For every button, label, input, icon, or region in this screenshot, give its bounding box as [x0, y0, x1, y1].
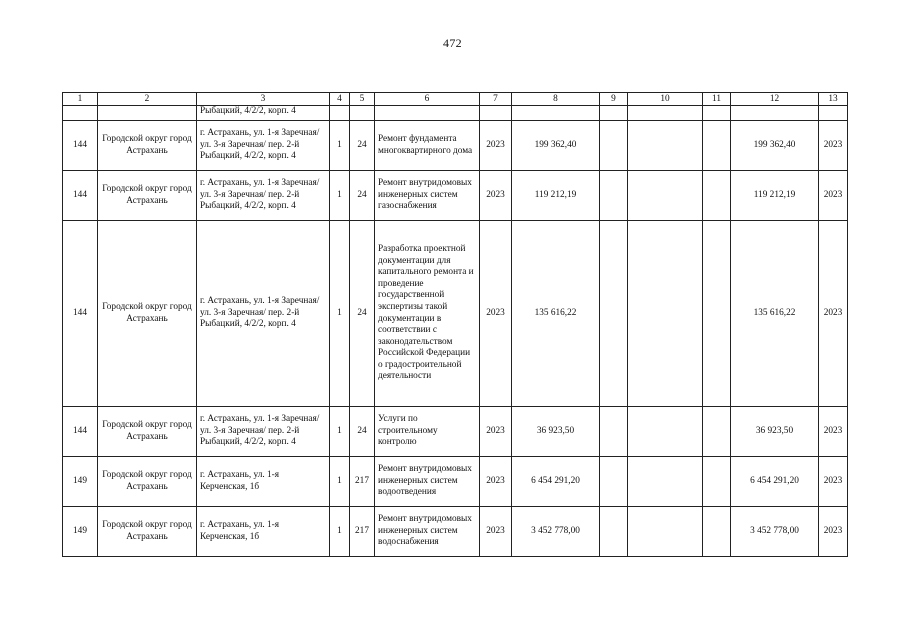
col5-cell: 217 [350, 507, 375, 557]
table-row [63, 221, 848, 407]
header-cell: 6 [375, 93, 480, 106]
col12-cell: 36 923,50 [731, 407, 819, 457]
row-number-cell: 149 [63, 457, 98, 507]
header-cell: 2 [98, 93, 197, 106]
header-cell: 13 [819, 93, 848, 106]
col13-cell: 2023 [819, 507, 848, 557]
page-number: 472 [443, 36, 462, 50]
total-cost-cell: 36 923,50 [512, 407, 600, 457]
col11-cell [703, 457, 731, 507]
col5-cell: 24 [350, 171, 375, 221]
total-cost-cell: 6 454 291,20 [512, 457, 600, 507]
cell [628, 106, 703, 121]
row-number-cell: 144 [63, 121, 98, 171]
col11-cell [703, 407, 731, 457]
municipality-cell: Городской округ город Астрахань [98, 171, 197, 221]
table-row [63, 507, 848, 557]
header-row [63, 93, 848, 106]
cell [819, 106, 848, 121]
col11-cell [703, 221, 731, 407]
col12-cell: 3 452 778,00 [731, 507, 819, 557]
address-cell: г. Астрахань, ул. 1-я Керченская, 1б [197, 457, 330, 507]
address-cell: г. Астрахань, ул. 1-я Заречная/ ул. 3-я Заречная/ пер. 2-й Рыбацкий, 4/2/2, корп. 4 [197, 171, 330, 221]
cell [63, 106, 98, 121]
col12-cell: 199 362,40 [731, 121, 819, 171]
year-cell: 2023 [480, 457, 512, 507]
municipality-cell: Городской округ город Астрахань [98, 221, 197, 407]
header-cell: 7 [480, 93, 512, 106]
total-cost-cell: 135 616,22 [512, 221, 600, 407]
col4-cell: 1 [330, 407, 350, 457]
cell [98, 106, 197, 121]
col11-cell [703, 121, 731, 171]
header-cell: 1 [63, 93, 98, 106]
col13-cell: 2023 [819, 221, 848, 407]
col9-cell [600, 221, 628, 407]
col13-cell: 2023 [819, 171, 848, 221]
municipality-cell: Городской округ город Астрахань [98, 457, 197, 507]
year-cell: 2023 [480, 171, 512, 221]
total-cost-cell: 199 362,40 [512, 121, 600, 171]
cell [600, 106, 628, 121]
year-cell: 2023 [480, 507, 512, 557]
address-cell: Рыбацкий, 4/2/2, корп. 4 [197, 106, 330, 121]
total-cost-cell: 3 452 778,00 [512, 507, 600, 557]
table-row [63, 407, 848, 457]
row-number-cell: 149 [63, 507, 98, 557]
col4-cell: 1 [330, 121, 350, 171]
header-cell: 8 [512, 93, 600, 106]
municipality-cell: Городской округ город Астрахань [98, 407, 197, 457]
col10-cell [628, 171, 703, 221]
col9-cell [600, 171, 628, 221]
continuation-row [63, 106, 848, 121]
table-row [63, 171, 848, 221]
col13-cell: 2023 [819, 457, 848, 507]
col10-cell [628, 221, 703, 407]
col11-cell [703, 507, 731, 557]
cell [512, 106, 600, 121]
header-cell: 11 [703, 93, 731, 106]
header-cell: 3 [197, 93, 330, 106]
cell [350, 106, 375, 121]
col4-cell: 1 [330, 221, 350, 407]
work-type-cell: Ремонт внутридомовых инженерных систем водоотведения [375, 457, 480, 507]
col13-cell: 2023 [819, 121, 848, 171]
row-number-cell: 144 [63, 171, 98, 221]
col4-cell: 1 [330, 457, 350, 507]
work-type-cell: Ремонт фундамента многоквартирного дома [375, 121, 480, 171]
address-cell: г. Астрахань, ул. 1-я Заречная/ ул. 3-я Заречная/ пер. 2-й Рыбацкий, 4/2/2, корп. 4 [197, 121, 330, 171]
work-type-cell: Разработка проектной документации для капитального ремонта и проведение государственной экспертизы такой документации в соответствии с законодательством Российской Федерации о градостроительной деятельности [375, 221, 480, 407]
header-cell: 5 [350, 93, 375, 106]
col10-cell [628, 121, 703, 171]
cell [703, 106, 731, 121]
col5-cell: 24 [350, 121, 375, 171]
municipality-cell: Городской округ город Астрахань [98, 507, 197, 557]
col9-cell [600, 407, 628, 457]
col13-cell: 2023 [819, 407, 848, 457]
address-cell: г. Астрахань, ул. 1-я Заречная/ ул. 3-я Заречная/ пер. 2-й Рыбацкий, 4/2/2, корп. 4 [197, 221, 330, 407]
col4-cell: 1 [330, 171, 350, 221]
header-cell: 9 [600, 93, 628, 106]
municipality-cell: Городской округ город Астрахань [98, 121, 197, 171]
table-row [63, 457, 848, 507]
work-type-cell: Ремонт внутридомовых инженерных систем водоснабжения [375, 507, 480, 557]
cell [731, 106, 819, 121]
col12-cell: 6 454 291,20 [731, 457, 819, 507]
cell [375, 106, 480, 121]
header-cell: 4 [330, 93, 350, 106]
cell [480, 106, 512, 121]
capital-repair-table [62, 92, 848, 557]
col12-cell: 119 212,19 [731, 171, 819, 221]
work-type-cell: Услуги по строительному контролю [375, 407, 480, 457]
year-cell: 2023 [480, 221, 512, 407]
header-cell: 10 [628, 93, 703, 106]
col9-cell [600, 457, 628, 507]
year-cell: 2023 [480, 121, 512, 171]
table-row [63, 121, 848, 171]
col9-cell [600, 507, 628, 557]
header-cell: 12 [731, 93, 819, 106]
col10-cell [628, 507, 703, 557]
col5-cell: 217 [350, 457, 375, 507]
year-cell: 2023 [480, 407, 512, 457]
col12-cell: 135 616,22 [731, 221, 819, 407]
col5-cell: 24 [350, 407, 375, 457]
address-cell: г. Астрахань, ул. 1-я Заречная/ ул. 3-я Заречная/ пер. 2-й Рыбацкий, 4/2/2, корп. 4 [197, 407, 330, 457]
cell [330, 106, 350, 121]
address-cell: г. Астрахань, ул. 1-я Керченская, 1б [197, 507, 330, 557]
row-number-cell: 144 [63, 221, 98, 407]
col11-cell [703, 171, 731, 221]
work-type-cell: Ремонт внутридомовых инженерных систем газоснабжения [375, 171, 480, 221]
total-cost-cell: 119 212,19 [512, 171, 600, 221]
row-number-cell: 144 [63, 407, 98, 457]
col10-cell [628, 407, 703, 457]
col9-cell [600, 121, 628, 171]
col10-cell [628, 457, 703, 507]
col5-cell: 24 [350, 221, 375, 407]
col4-cell: 1 [330, 507, 350, 557]
